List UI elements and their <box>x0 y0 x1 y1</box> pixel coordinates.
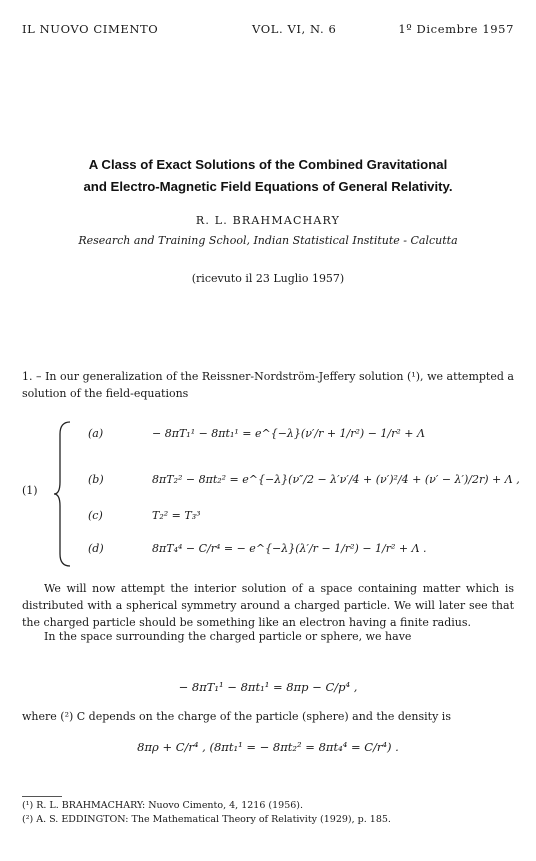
equation-c-label: (c) <box>88 509 103 522</box>
running-head <box>22 22 514 38</box>
title-line-1: A Class of Exact Solutions of the Combined Gravitational <box>88 157 448 172</box>
footnote-1: (¹) R. L. BRAHMACHARY: Nuovo Cimento, 4, 1216 (1956). <box>22 800 304 811</box>
journal-name: IL NUOVO CIMENTO <box>22 22 159 36</box>
equation-a-body: − 8πT₁¹ − 8πt₁¹ = e^{−λ}(ν′/r + 1/r²) − 1/r² + Λ <box>152 427 425 440</box>
author-affiliation: Research and Training School, Indian Statistical Institute - Calcutta <box>78 234 458 247</box>
equation-c-body: T₂² = T₃³ <box>152 509 201 522</box>
equation-brace <box>52 420 74 568</box>
footnote-2: (²) A. S. EDDINGTON: The Mathematical Theory of Relativity (1929), p. 185. <box>22 814 391 825</box>
paragraph-interior-solution: We will now attempt the interior solution of a space containing matter which is distributed with a spherical symmetry around a charged particle. We will later see that the charged particle should be something like an electron having a finite radius. <box>22 582 514 629</box>
volume-number: VOL. VI, N. 6 <box>252 22 337 36</box>
display-equation-1: − 8πT₁¹ − 8πt₁¹ = 8πp − C/p⁴ , <box>178 680 358 694</box>
footnote-rule <box>22 796 62 797</box>
issue-date: 1º Dicembre 1957 <box>398 22 514 36</box>
equation-a-label: (a) <box>88 427 104 440</box>
title-line-2: and Electro-Magnetic Field Equations of General Relativity. <box>83 179 453 194</box>
equation-b-body: 8πT₂² − 8πt₂² = e^{−λ}(ν″/2 − λ′ν′/4 + (ν′)²/4 + (ν′ − λ′)/2r) + Λ , <box>152 473 520 486</box>
paragraph-surrounding-space: In the space surrounding the charged particle or sphere, we have <box>44 630 412 643</box>
display-equation-2: 8πρ + C/r⁴ , (8πt₁¹ = − 8πt₂² = 8πt₄⁴ = C/r⁴) . <box>137 740 399 754</box>
equation-number: (1) <box>22 484 38 497</box>
section-1-intro: 1. – In our generalization of the Reissner-Nordström-Jeffery solution (¹), we attempted a solution of the field-equations <box>22 370 514 400</box>
author-name: R. L. BRAHMACHARY <box>195 214 341 227</box>
paragraph-charge-density: where (²) C depends on the charge of the particle (sphere) and the density is <box>22 710 451 723</box>
equation-b-label: (b) <box>88 473 104 486</box>
paper-title <box>30 154 506 198</box>
equation-d-body: 8πT₄⁴ − C/r⁴ = − e^{−λ}(λ′/r − 1/r²) − 1/r² + Λ . <box>152 542 427 555</box>
received-date: (ricevuto il 23 Luglio 1957) <box>191 272 345 285</box>
equation-d-label: (d) <box>88 542 104 555</box>
